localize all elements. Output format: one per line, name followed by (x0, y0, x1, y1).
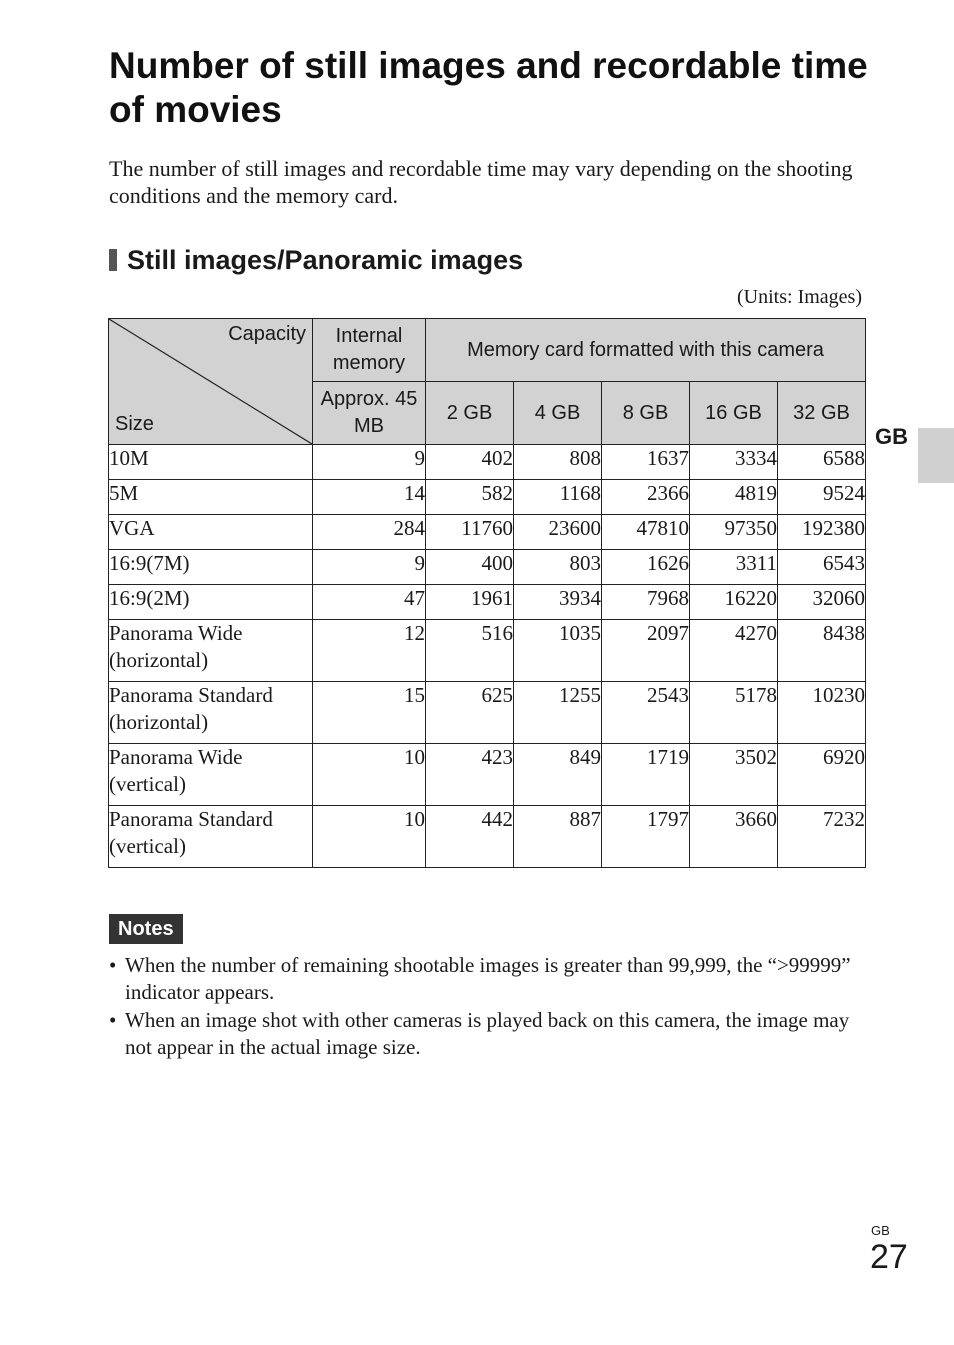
table-cell: 849 (514, 744, 602, 806)
table-row (109, 620, 866, 682)
table-cell: 9524 (778, 480, 866, 515)
card-size-header: 16 GB (690, 382, 778, 445)
row-size-label: Panorama Standard (horizontal) (109, 682, 313, 744)
table-cell: 192380 (778, 515, 866, 550)
table-cell: 7232 (778, 806, 866, 868)
table-cell: 3660 (690, 806, 778, 868)
table-row (109, 682, 866, 744)
table-cell: 16220 (690, 585, 778, 620)
table-cell: 9 (313, 550, 426, 585)
row-size-label: 16:9(2M) (109, 585, 313, 620)
table-cell: 3311 (690, 550, 778, 585)
row-size-label: 5M (109, 480, 313, 515)
table-cell: 1168 (514, 480, 602, 515)
section-heading (109, 243, 523, 277)
table-cell: 11760 (426, 515, 514, 550)
row-size-label: 10M (109, 445, 313, 480)
table-cell: 423 (426, 744, 514, 806)
table-cell: 1797 (602, 806, 690, 868)
internal-memory-size-header: Approx. 45 MB (313, 382, 426, 445)
internal-memory-header: Internal memory (313, 319, 426, 382)
table-cell: 1961 (426, 585, 514, 620)
table-cell: 97350 (690, 515, 778, 550)
card-size-header: 4 GB (514, 382, 602, 445)
table-cell: 4819 (690, 480, 778, 515)
page-title: Number of still images and recordable time of movies (109, 45, 868, 130)
table-row (109, 585, 866, 620)
notes-badge: Notes (109, 914, 183, 944)
table-cell: 2366 (602, 480, 690, 515)
row-size-label: Panorama Wide (horizontal) (109, 620, 313, 682)
table-row (109, 744, 866, 806)
capacity-table (108, 318, 866, 868)
corner-size-label: Size (115, 413, 154, 435)
table-cell: 8438 (778, 620, 866, 682)
table-cell: 887 (514, 806, 602, 868)
table-cell: 32060 (778, 585, 866, 620)
table-cell: 6543 (778, 550, 866, 585)
section-heading-text: Still images/Panoramic images (127, 245, 524, 275)
table-cell: 12 (313, 620, 426, 682)
language-tab-label: GB (875, 424, 908, 449)
table-cell: 516 (426, 620, 514, 682)
table-cell: 803 (514, 550, 602, 585)
table-cell: 3334 (690, 445, 778, 480)
table-cell: 10230 (778, 682, 866, 744)
memory-card-header: Memory card formatted with this camera (426, 319, 866, 382)
row-size-label: Panorama Standard (vertical) (109, 806, 313, 868)
units-label: (Units: Images) (737, 286, 862, 308)
card-size-header: 32 GB (778, 382, 866, 445)
row-size-label: VGA (109, 515, 313, 550)
table-cell: 15 (313, 682, 426, 744)
corner-capacity-label: Capacity (228, 323, 306, 345)
table-row (109, 445, 866, 480)
table-row (109, 480, 866, 515)
table-cell: 10 (313, 806, 426, 868)
notes-list (109, 952, 869, 1062)
table-cell: 10 (313, 744, 426, 806)
table-cell: 1035 (514, 620, 602, 682)
table-cell: 284 (313, 515, 426, 550)
note-item (109, 952, 869, 1006)
table-row (109, 515, 866, 550)
card-size-header: 8 GB (602, 382, 690, 445)
note-text: When the number of remaining shootable images is greater than 99,999, the “>99999” indicator appears. (125, 953, 851, 1004)
table-cell: 2543 (602, 682, 690, 744)
row-size-label: 16:9(7M) (109, 550, 313, 585)
table-cell: 400 (426, 550, 514, 585)
bullet-icon: • (109, 953, 117, 977)
bullet-icon: • (109, 1008, 117, 1032)
note-item (109, 1007, 869, 1061)
table-row (109, 550, 866, 585)
table-cell: 47810 (602, 515, 690, 550)
table-cell: 2097 (602, 620, 690, 682)
page-number: 27 (870, 1238, 908, 1276)
card-size-header: 2 GB (426, 382, 514, 445)
language-tab-marker (918, 428, 954, 483)
table-cell: 625 (426, 682, 514, 744)
table-cell: 47 (313, 585, 426, 620)
table-cell: 14 (313, 480, 426, 515)
table-cell: 808 (514, 445, 602, 480)
table-cell: 23600 (514, 515, 602, 550)
table-corner-header (109, 319, 313, 445)
table-cell: 6920 (778, 744, 866, 806)
table-cell: 6588 (778, 445, 866, 480)
table-cell: 442 (426, 806, 514, 868)
table-cell: 1637 (602, 445, 690, 480)
table-cell: 3502 (690, 744, 778, 806)
table-cell: 582 (426, 480, 514, 515)
intro-paragraph: The number of still images and recordable time may vary depending on the shooting conditions and the memory card. (109, 156, 853, 208)
table-cell: 1255 (514, 682, 602, 744)
row-size-label: Panorama Wide (vertical) (109, 744, 313, 806)
table-cell: 5178 (690, 682, 778, 744)
table-cell: 7968 (602, 585, 690, 620)
table-cell: 1719 (602, 744, 690, 806)
table-cell: 1626 (602, 550, 690, 585)
table-row (109, 806, 866, 868)
note-text: When an image shot with other cameras is played back on this camera, the image may not appear in the actual image size. (125, 1008, 850, 1059)
table-cell: 4270 (690, 620, 778, 682)
section-marker-icon (109, 249, 117, 271)
table-cell: 3934 (514, 585, 602, 620)
table-cell: 402 (426, 445, 514, 480)
page-language-code: GB (871, 1223, 890, 1238)
table-cell: 9 (313, 445, 426, 480)
